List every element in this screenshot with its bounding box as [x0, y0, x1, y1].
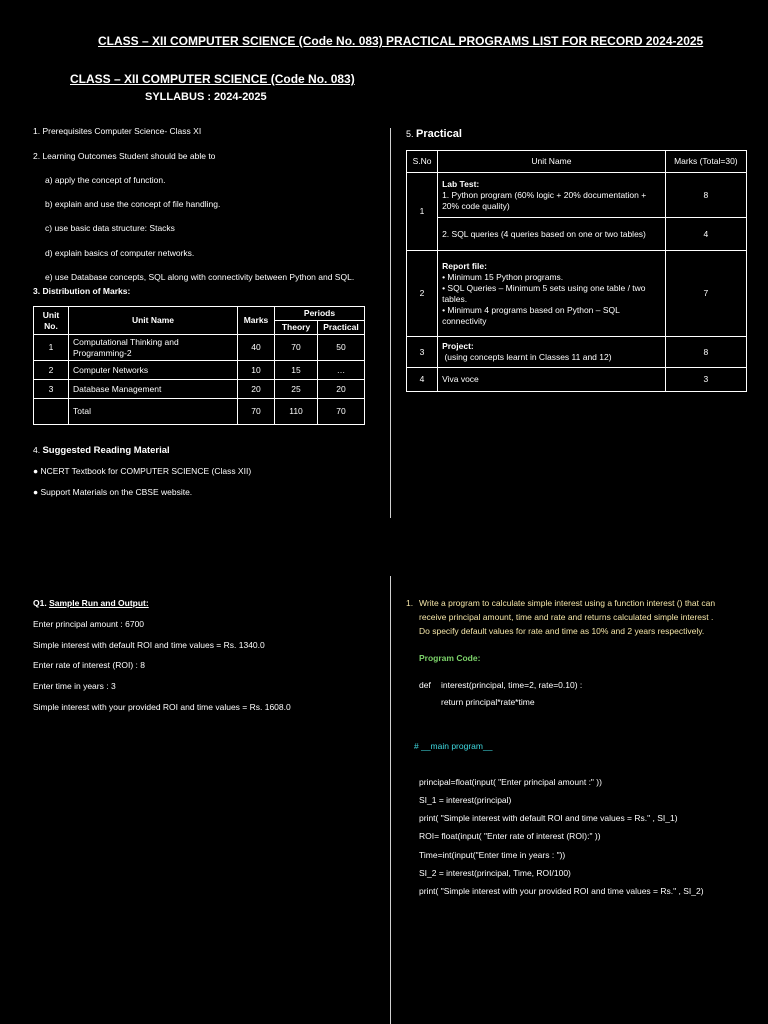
- section-practical: [406, 128, 462, 140]
- table-row: [407, 173, 747, 218]
- report-file-title: Report file:: [442, 260, 487, 271]
- col-unit-no: Unit No.: [34, 307, 69, 335]
- bottom-divider: [390, 576, 391, 1024]
- project-text: (using concepts learnt in Classes 11 and 12): [442, 352, 612, 362]
- col-periods: Periods: [275, 307, 365, 321]
- table-row: [407, 218, 747, 251]
- cell-unit-name: Computational Thinking and Programming-2: [69, 335, 238, 361]
- report-file-item: • SQL Queries – Minimum 5 sets using one table / two tables.: [442, 282, 646, 304]
- table-row: [407, 251, 747, 337]
- section-learning-outcomes: 2. Learning Outcomes Student should be able to: [33, 151, 216, 161]
- cell-sno: 4: [407, 368, 438, 392]
- section-reading-title: Suggested Reading Material: [42, 445, 170, 456]
- outcome-item: e) use Database concepts, SQL along with connectivity between Python and SQL.: [45, 272, 355, 282]
- syllabus-title: CLASS – XII COMPUTER SCIENCE (Code No. 083): [70, 72, 355, 86]
- code-line: SI_2 = interest(principal, Time, ROI/100): [419, 868, 571, 878]
- cell-unit-name: Computer Networks: [69, 361, 238, 380]
- cell-marks: 8: [665, 173, 746, 218]
- cell-theory: 110: [275, 399, 318, 425]
- cell-project: [438, 337, 666, 368]
- report-file-item: • Minimum 4 programs based on Python – SQL connectivity: [442, 304, 620, 326]
- cell-practical: 70: [318, 399, 365, 425]
- cell-practical: 20: [318, 380, 365, 399]
- syllabus-subtitle: SYLLABUS : 2024-2025: [145, 91, 267, 103]
- cell-unit-no: 2: [34, 361, 69, 380]
- section-practical-number: 5.: [406, 129, 414, 139]
- cell-sno: 3: [407, 337, 438, 368]
- table-row: [407, 368, 747, 392]
- cell-sno: 1: [407, 173, 438, 251]
- code-line: ROI= float(input( "Enter rate of interest (ROI):" )): [419, 831, 601, 841]
- output-line: Enter rate of interest (ROI) : 8: [33, 660, 145, 670]
- output-line: Enter principal amount : 6700: [33, 619, 145, 629]
- question-text: receive principal amount, time and rate and returns calculated simple interest .: [419, 612, 714, 622]
- cell-unit-no: [34, 399, 69, 425]
- section-distribution: 3. Distribution of Marks:: [33, 286, 131, 296]
- table-row: [407, 337, 747, 368]
- cell-marks: 70: [238, 399, 275, 425]
- lab-test-python: 1. Python program (60% logic + 20% documentation + 20% code quality): [442, 189, 647, 211]
- table-row: [34, 335, 365, 361]
- section-prerequisites: 1. Prerequisites Computer Science- Class XI: [33, 126, 202, 136]
- table-row: [34, 361, 365, 380]
- cell-marks: 3: [665, 368, 746, 392]
- code-line: print( "Simple interest with your provided ROI and time values = Rs." , SI_2): [419, 886, 704, 896]
- cell-marks: 40: [238, 335, 275, 361]
- col-unit-name: Unit Name: [69, 307, 238, 335]
- cell-unit-name: Total: [69, 399, 238, 425]
- lab-test-title: Lab Test:: [442, 178, 480, 189]
- q1-heading: [33, 598, 149, 609]
- code-line: SI_1 = interest(principal): [419, 795, 512, 805]
- output-line: Simple interest with your provided ROI and time values = Rs. 1608.0: [33, 702, 291, 712]
- outcome-item: c) use basic data structure: Stacks: [45, 223, 175, 233]
- cell-unit-no: 3: [34, 380, 69, 399]
- marks-table: [33, 306, 365, 425]
- cell-practical: …: [318, 361, 365, 380]
- cell-practical: 50: [318, 335, 365, 361]
- col-sno: S.No: [407, 151, 438, 173]
- cell-marks: 8: [665, 337, 746, 368]
- outcome-item: b) explain and use the concept of file handling.: [45, 199, 221, 209]
- program-code-label: Program Code:: [419, 653, 481, 663]
- cell-unit-name: Database Management: [69, 380, 238, 399]
- cell-marks: 4: [665, 218, 746, 251]
- practical-table: [406, 150, 747, 392]
- section-reading: [33, 445, 170, 456]
- question-number: 1.: [406, 598, 414, 608]
- def-keyword: def: [419, 680, 431, 690]
- cell-marks: 10: [238, 361, 275, 380]
- output-line: Enter time in years : 3: [33, 681, 116, 691]
- cell-theory: 15: [275, 361, 318, 380]
- table-row: [34, 380, 365, 399]
- cell-sql-queries: 2. SQL queries (4 queries based on one or two tables): [438, 218, 666, 251]
- cell-marks: 20: [238, 380, 275, 399]
- question-text: Write a program to calculate simple interest using a function interest () that can: [419, 598, 716, 608]
- cell-theory: 70: [275, 335, 318, 361]
- section-reading-number: 4.: [33, 445, 41, 455]
- def-body: return principal*rate*time: [441, 697, 535, 707]
- cell-report-file: [438, 251, 666, 337]
- outcome-item: a) apply the concept of function.: [45, 175, 166, 185]
- output-line: Simple interest with default ROI and time values = Rs. 1340.0: [33, 640, 265, 650]
- reading-item: ● NCERT Textbook for COMPUTER SCIENCE (Class XII): [33, 466, 252, 476]
- code-line: Time=int(input("Enter time in years : ")): [419, 850, 566, 860]
- table-row: [34, 399, 365, 425]
- cell-lab-test: [438, 173, 666, 218]
- cell-marks: 7: [665, 251, 746, 337]
- q1-title: Sample Run and Output:: [49, 598, 149, 608]
- col-unit-name: Unit Name: [438, 151, 666, 173]
- cell-theory: 25: [275, 380, 318, 399]
- question-text: Do specify default values for rate and time as 10% and 2 years respectively.: [419, 626, 705, 636]
- top-divider: [390, 128, 391, 518]
- reading-item: ● Support Materials on the CBSE website.: [33, 487, 193, 497]
- code-line: print( "Simple interest with default ROI and time values = Rs." , SI_1): [419, 813, 678, 823]
- cell-unit-no: 1: [34, 335, 69, 361]
- outcome-item: d) explain basics of computer networks.: [45, 248, 195, 258]
- q1-label: Q1.: [33, 598, 47, 608]
- col-theory: Theory: [275, 321, 318, 335]
- main-title: CLASS – XII COMPUTER SCIENCE (Code No. 083) PRACTICAL PROGRAMS LIST FOR RECORD 2024-2025: [98, 34, 704, 48]
- cell-viva: Viva voce: [438, 368, 666, 392]
- project-title: Project:: [442, 341, 474, 351]
- col-marks: Marks: [238, 307, 275, 335]
- cell-sno: 2: [407, 251, 438, 337]
- col-practical: Practical: [318, 321, 365, 335]
- main-comment: # __main program__: [414, 741, 493, 751]
- section-practical-title: Practical: [416, 128, 462, 140]
- report-file-item: • Minimum 15 Python programs.: [442, 271, 564, 282]
- col-marks-total: Marks (Total=30): [665, 151, 746, 173]
- def-signature: interest(principal, time=2, rate=0.10) :: [441, 680, 583, 690]
- code-line: principal=float(input( "Enter principal amount :" )): [419, 777, 602, 787]
